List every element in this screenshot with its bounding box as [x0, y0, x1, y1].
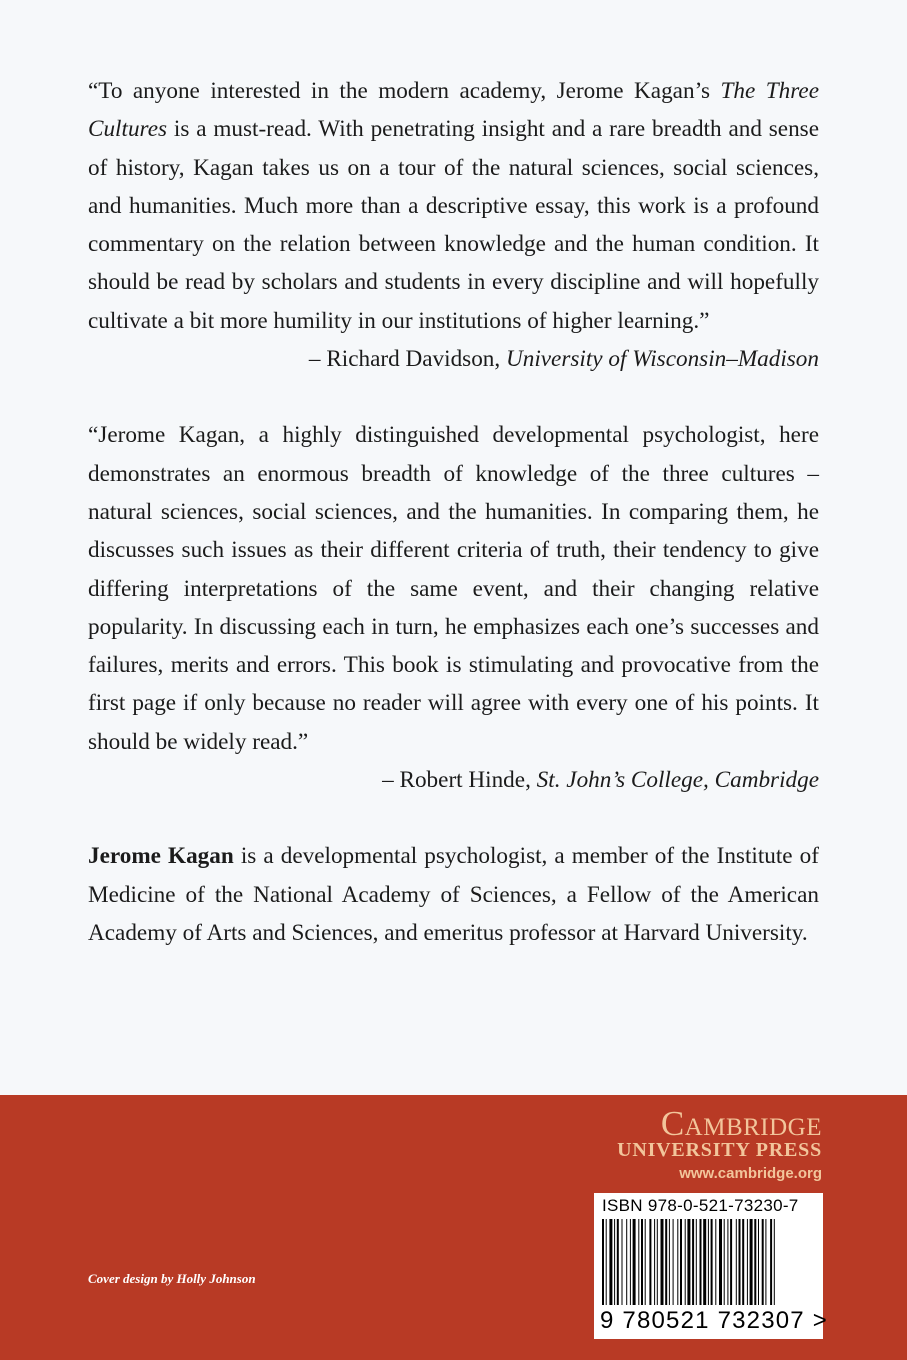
publisher-logo: Cambridge — [660, 1104, 822, 1143]
attribution-affiliation: St. John’s College, Cambridge — [536, 767, 819, 794]
barcode-digits: 9 780521 732307 > — [600, 1307, 828, 1334]
author-bio — [88, 837, 819, 952]
attribution-affiliation: University of Wisconsin–Madison — [505, 346, 819, 373]
blurb-quote-2: “Jerome Kagan, a highly distinguished developmental psychologist, here demonstrates an enormous breadth of knowledge of the three cultures – natural sciences, social sciences, and the humanities. In comparing them, he discusses such issues as their different criteria of truth, their tendency to give differing interpretations of the same event, and their changing relative popularity. In discussing each in turn, he emphasizes each one’s successes and failures, merits and errors. This book is stimulating and provocative from the first page if only because no reader will agree with every one of his points. It should be widely read.” — [88, 422, 819, 755]
publisher-subtitle: UNIVERSITY PRESS — [617, 1139, 822, 1161]
blurb-attribution-2 — [88, 761, 819, 799]
isbn-label: ISBN 978-0-521-73230-7 — [602, 1196, 799, 1215]
cover-credit: Cover design by Holly Johnson — [88, 1271, 256, 1286]
barcode-icon — [600, 1219, 817, 1307]
back-cover-text — [88, 72, 819, 952]
author-name: Jerome Kagan — [88, 843, 234, 870]
attribution-name: – Robert Hinde, — [382, 767, 537, 794]
bio-text: is a developmental psychologist, a member of the Institute of Medicine of the National Academy of Sciences, a Fellow of the American Academy of Arts and Sciences, and emeritus professor at Harvard University. — [88, 843, 819, 946]
quote-text: “To anyone interested in the modern academy, Jerome Kagan’s — [88, 78, 721, 104]
publisher-footer — [0, 1095, 907, 1360]
blurb-attribution-1 — [88, 340, 819, 378]
isbn-barcode — [594, 1193, 828, 1339]
attribution-name: – Richard Davidson, — [308, 346, 506, 373]
publisher-url: www.cambridge.org — [679, 1165, 822, 1182]
book-title: The Three Cultures — [88, 78, 819, 143]
blurb-quote-1 — [88, 72, 819, 340]
quote-text: is a must-read. With penetrating insight and a rare breadth and sense of history, Kagan takes us on a tour of the natural sciences, social sciences, and humanities. Much more than a descriptive essay, this work is a profound commentary on the relation between knowledge and the human condition. It should be read by scholars and students in every discipline and will hopefully cultivate a bit more humility in our institutions of higher learning.” — [88, 116, 819, 334]
